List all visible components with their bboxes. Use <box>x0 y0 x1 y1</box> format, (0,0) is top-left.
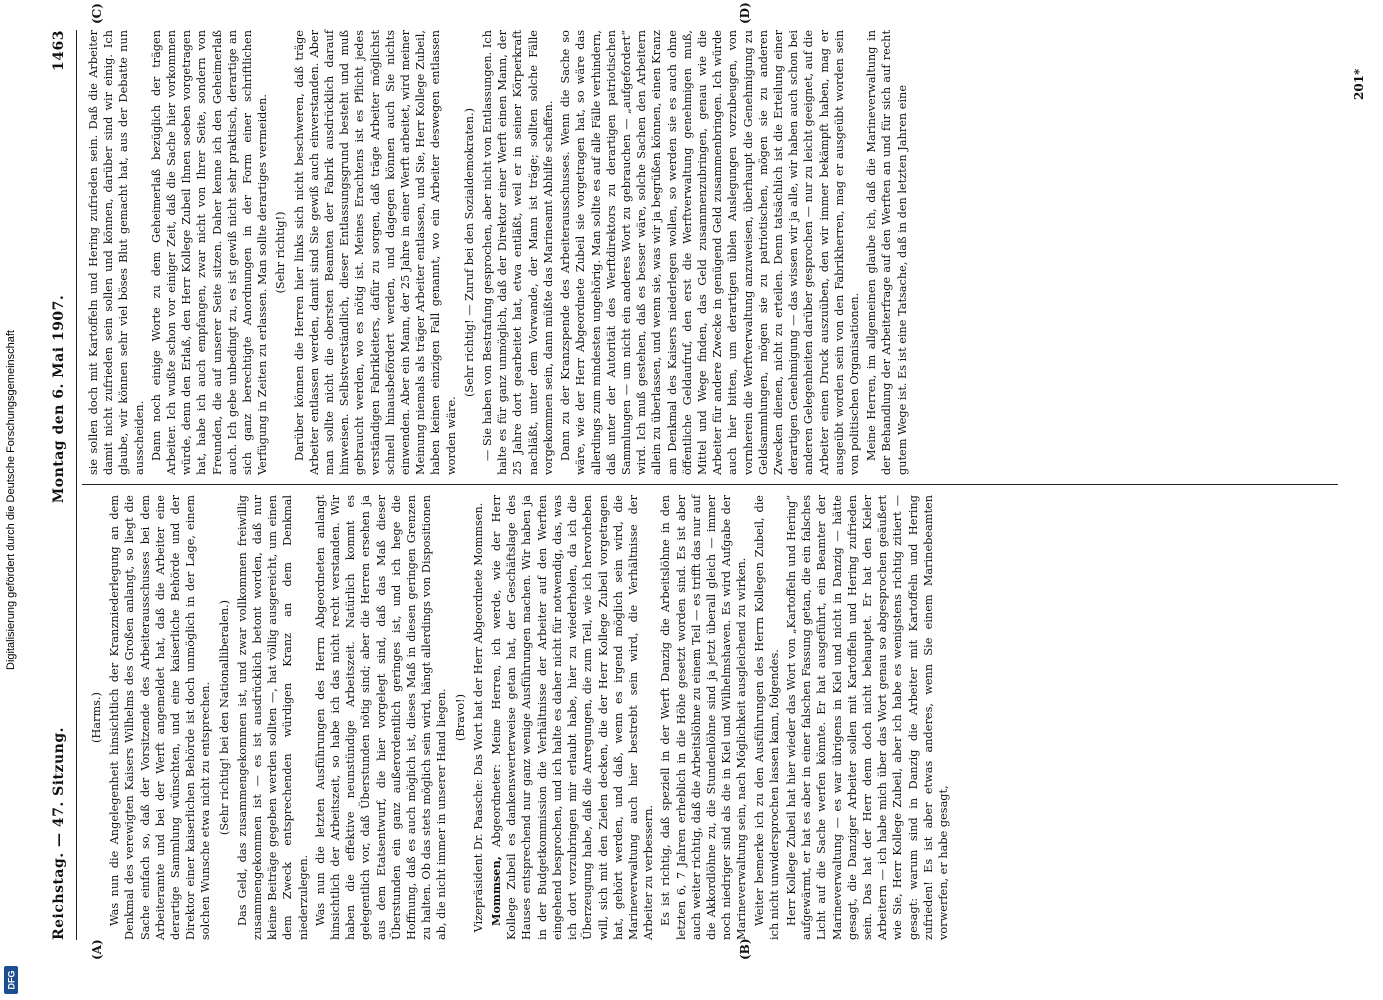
document-page <box>38 0 1378 1000</box>
marker-c: (C) <box>90 3 104 24</box>
left_column-paragraph: Was nun die Angelegenheit hinsichtlich der Kranzniederlegung an dem Denkmal des verewigten Kaisers Wilhelms des Großen anlangt, so liegt die Sache einfach so, daß der Vorsitzende des Arbeiterausschusses bei dem Arbeiteramte und bei der Werft angemeldet hat, daß die Arbeiter eine derartige Sammlung wünschten, und eine kaiserliche Behörde und der Direktor einer kaiserlichen Behörde ist doch unmöglich in der Lage, einem solchen Wunsche etwa nicht zu entsprechen. <box>108 495 213 940</box>
left_column-paragraph: Was nun die letzten Ausführungen des Herrn Abgeordneten anlangt hinsichtlich der Arbeitszeit, so habe ich das nicht recht verstanden. Wir haben die effektive neunstündige Arbeitszeit. Natürlich kommt es gelegentlich vor, daß Überstunden nötig sind; aber die Herren ersehen ja aus dem Etatsentwurf, die hier vorgelegt sind, daß das Maß dieser Überstunden ein ganz außerordentlich geringes ist, und ich hege die Hoffnung, daß es auch möglich ist, dieses Maß in diesen geringen Grenzen zu halten. Ob das stets möglich sein wird, hängt allerdings von Dispositionen ab, die nicht immer in unserer Hand liegen. <box>313 495 449 940</box>
column-divider <box>82 484 1338 485</box>
footer-signature: 201* <box>1352 68 1366 100</box>
marker-d: (D) <box>738 2 752 24</box>
left_column-paragraph <box>489 495 656 940</box>
left_column-note: (Sehr richtig! bei den Nationalliberalen.) <box>217 599 231 836</box>
rotated-page <box>38 0 1378 1000</box>
right_column-paragraph: Darüber können die Herren hier links sich nicht beschweren, daß träge Arbeiter entlassen werden, damit sind Sie gewiß auch einverstanden. Aber man sollte nicht die obersten Beamten der Fabrik ausdrücklich darauf hinweisen. Selbstverständlich, dieser Entlassungsgrund besteht und muß gebraucht werden, wo es nötig ist. Meines Erachtens ist es Pflicht jedes verständigen Fabrikleiters, dafür zu sorgen, daß träge Arbeiter möglichst schnell hinausbefördert werden, und dagegen können auch Sie nichts einwenden. Aber ein Mann, der 25 Jahre in einer Werft arbeitet, wird meiner Meinung niemals als träger Arbeiter entlassen, und Sie, Herr Kollege Zubeil, haben keinen einzigen Fall genannt, wo ein Arbeiter deswegen entlassen worden wäre. <box>292 30 458 475</box>
left_column-paragraph: Das Geld, das zusammengekommen ist, und zwar vollkommen freiwillig zusammengekommen ist — es ist ausdrücklich betont worden, daß nur kleine Beiträge gegeben werden sollten —, hat völlig ausgereicht, um einen dem Zweck entsprechenden würdigen Kranz an dem Denkmal niederzulegen. <box>235 495 310 940</box>
header-date: Montag den 6. Mai 1907. <box>51 294 67 504</box>
margin-strip <box>0 0 22 1000</box>
right_column-note: (Sehr richtig! — Zuruf bei den Sozialdemokraten.) <box>462 108 476 397</box>
right-column <box>86 30 1338 475</box>
left_column-note: (Bravo!) <box>453 694 467 741</box>
right_column-paragraph: sie sollen doch mit Kartoffeln und Hering zufrieden sein. Daß die Arbeiter damit nicht zufrieden sein sollen und können, darüber sind wir einig. Ich glaube, wir können sehr viel böses Blut gemacht hat, aus der Debatte nun ausscheiden. <box>87 30 146 475</box>
header-rule <box>76 30 77 940</box>
dfg-logo-icon <box>4 966 18 994</box>
speaker-name: Mommsen, <box>489 856 504 926</box>
left_column-paragraph: Weiter bemerke ich zu den Ausführungen des Herrn Kollegen Zubeil, die ich nicht unwidersprochen lassen kann, folgendes. <box>752 495 781 940</box>
page-number: 1463 <box>51 30 67 71</box>
marker-a: (A) <box>90 939 104 960</box>
marker-b: (B) <box>738 938 752 960</box>
left_column-paragraph: Herr Kollege Zubeil hat hier wieder das Wort von „Kartoffeln und Hering“ aufgewärmt, er hat es aber in einer falschen Fassung getan, die ein falsches Licht auf die Sache werfen könnte. Er hat ausgeführt, ein Beamter der Marineverwaltung — es war übrigens in Kiel und nicht in Danzig — hätte gesagt, die Danziger Arbeiter sollen mit Kartoffeln und Hering zufrieden sein. Das hat der Herr denn doch nicht behauptet. Er hat den Kieler Arbeitern — ich habe mich über das Wort genau so abgesprochen geäußert wie Sie, Herr Kollege Zubeil, aber ich habe es wenigstens richtig zitiert — gesagt: warum sind in Danzig die Arbeiter mit Kartoffeln und Hering zufrieden! Es ist aber etwas anderes, wenn Sie einem Marinebeamten vorwerfen, er habe gesagt, <box>784 495 950 940</box>
left_column-note: Vizepräsident Dr. Paasche: Das Wort hat der Herr Abgeordnete Mommsen. <box>471 502 485 933</box>
left_column-paragraph: Es ist richtig, daß speziell in der Werft Danzig die Arbeitslöhne in den letzten 6, 7 Jahren erheblich in die Höhe gesetzt worden sind. Es ist aber auch weiter richtig, daß die Arbeitslöhne zu einem Teil — es trifft das nur auf die Akkordlöhne zu, die Stundenlöhne sind ja jetzt überall gleich — immer noch niedriger sind als die in Kiel und Wilhelmshaven. Es wird Aufgabe der Marineverwaltung sein, nach Möglichkeit ausgleichend zu wirken. <box>659 495 749 940</box>
dfg-logo-text: DFG <box>6 970 16 990</box>
header-left-title: Reichstag. — 47. Sitzung. <box>51 727 67 940</box>
digitization-note <box>0 0 22 1000</box>
right_column-paragraph: Meine Herren, im allgemeinen glaube ich, daß die Marineverwaltung in der Behandlung der Arbeiterfrage auf den Werften an und für sich auf recht gutem Wege ist. Es ist eine Tatsache, daß in den letzten Jahren eine <box>865 30 909 475</box>
right_column-note: (Sehr richtig!) <box>274 211 288 294</box>
left-column <box>86 495 1338 940</box>
right_column-paragraph: Dann zu der Kranzspende des Arbeiterausschusses. Wenn die Sache so wäre, wie der Herr Abgeordnete Zubeil sie vorgetragen hat, so wäre das allerdings zum mindesten ungehörig. Man sollte es auf alle Fälle verhindern, daß unter der Autorität des Werftdirektors zu derartigen patriotischen Sammlungen — um nicht ein anderes Wort zu gebrauchen — „aufgefordert“ wird. Ich muß gestehen, daß es besser wäre, solche Sachen den Arbeitern allein zu überlassen, und wenn sie, was wir ja begrüßen können, einen Kranz am Denkmal des Kaisers niederlegen wollen, so werden sie es auch ohne öffentliche Geldaufruf, den erst die Werftverwaltung genehmigen muß, Mittel und Wege finden, das Geld zusammenzubringen, genau wie die Arbeiter für andere Zwecke in genügend Geld zusammenbringen. Ich würde auch hier bitten, um derartigen üblen Auslegungen vorzubeugen, von vornherein die Werftverwaltung anzuweisen, überhaupt die Genehmigung zu Geldsammlungen, mögen sie zu patriotischen, mögen sie zu anderen Zwecken dienen, nicht zu erteilen. Denn tatsächlich ist die Erteilung einer derartigen Genehmigung — das wissen wir ja alle, wir haben auch schon bei anderen Gelegenheiten darüber gesprochen — nur zu leicht geeignet, auf die Arbeiter einen Druck auszuüben, den wir immer bekämpft haben, mag er ausgeübt worden sein von den Fabrikherren, mag er ausgeübt worden sein von politischen Organisationen. <box>559 30 861 475</box>
right_column-paragraph: Dann noch einige Worte zu dem Geheimerlaß bezüglich der trägen Arbeiter. Ich wußte schon vor einiger Zeit, daß die Sache hier vorkommen würde, denn den Erlaß, den Herr Kollege Zubeil Ihnen soeben vorgetragen hat, habe ich auch empfangen, zwar nicht von Ihrer Seite, sondern von Freunden, die auf unserer Seite sitzen. Daher kenne ich den Geheimerlaß auch. Ich gebe unbedingt zu, es ist gewiß nicht sehr praktisch, derartige an sich ganz berechtigte Anordnungen in der Form einer schriftlichen Verfügung in Zeiten zu erlassen. Man sollte derartiges vermeiden. <box>149 30 270 475</box>
page-header <box>46 30 72 940</box>
digitization-note-text: Digitalisierung gefördert durch die Deutsche Forschungsgemeinschaft <box>5 330 17 670</box>
right_column-paragraph: — Sie haben von Bestrafung gesprochen, aber nicht von Entlassungen. Ich halte es für ganz unmöglich, daß der Direktor einer Werft einen Mann, der 25 Jahre dort gearbeitet hat, etwa entläßt, weil er in seiner Körperkraft nachläßt, unter dem Vorwande, der Mann ist träge; sollten solche Fälle vorgekommen sein, dann müßte das Marineamt Abhilfe schaffen. <box>481 30 555 475</box>
speech-text: Abgeordneter: Meine Herren, ich werde, wie der Herr Kollege Zubeil es dankenswerterweise getan hat, der Geschäftslage des Hauses entsprechend nur ganz wenige Ausführungen machen. Wir haben ja in der Budgetkommission die Verhältnisse der Arbeiter auf den Werften eingehend besprochen, und ich halte es daher nicht für notwendig, das, was ich dort vorzubringen mir erlaubt habe, hier zu wiederholen, da ich die Überzeugung habe, daß die Anregungen, die zum Teil, wie ich hervorheben will, sich mit den Zielen decken, die der Herr Kollege Zubeil vorgetragen hat, gehört werden, und daß, wenn es irgend möglich sein wird, die Marineverwaltung auch hier bestrebt sein wird, die Verhältnisse der Arbeiter zu verbessern. <box>490 495 656 940</box>
left_column-note: (Harms.) <box>90 692 103 743</box>
